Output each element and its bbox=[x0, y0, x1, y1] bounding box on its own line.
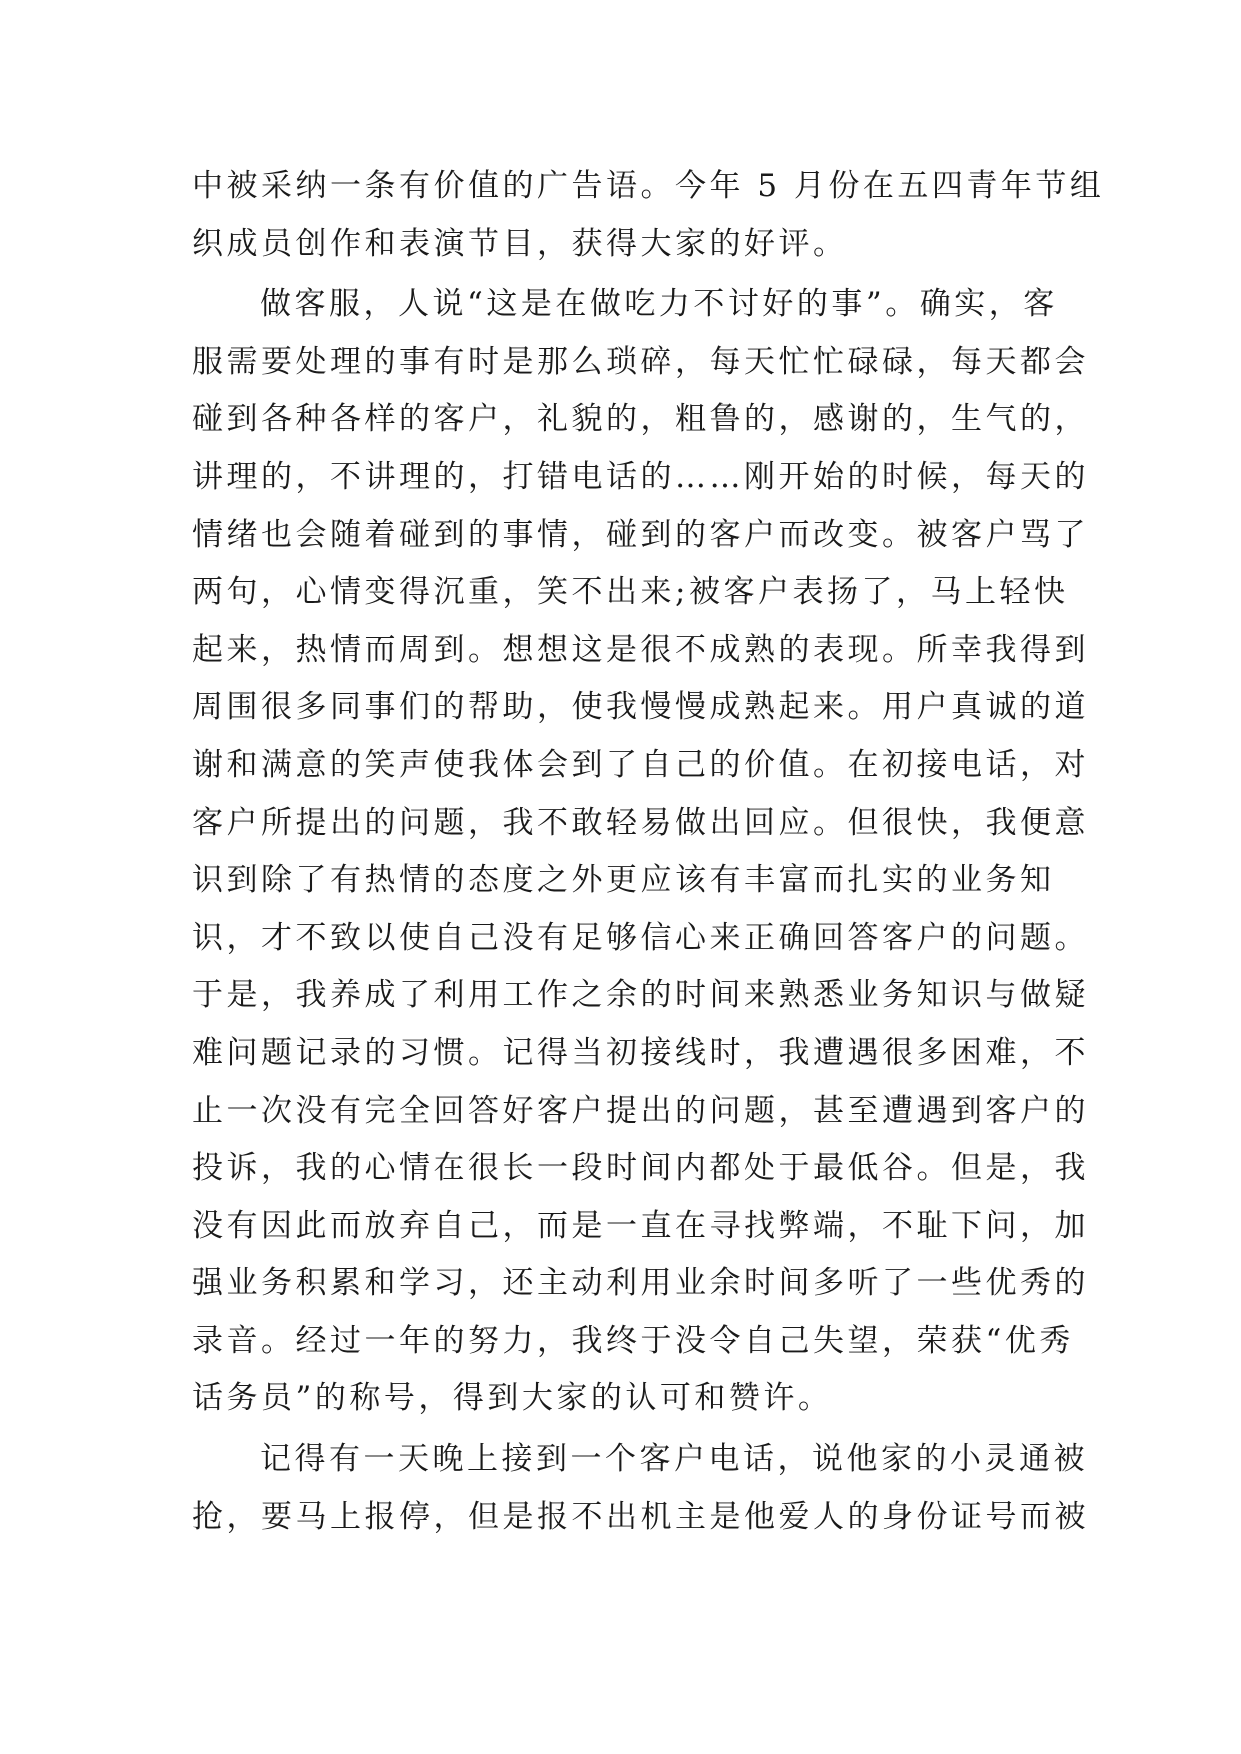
text-line: 识到除了有热情的态度之外更应该有丰富而扎实的业务知 bbox=[192, 862, 1055, 899]
text-line: 周围很多同事们的帮助，使我慢慢成熟起来。用户真诚的道 bbox=[192, 689, 1089, 726]
paragraph-first-line: 做客服，人说“这是在做吃力不讨好的事”。确实，客 bbox=[260, 286, 1058, 323]
text-line: 难问题记录的习惯。记得当初接线时，我遭遇很多困难，不 bbox=[192, 1034, 1089, 1071]
text-line: 强业务积累和学习，还主动利用业余时间多听了一些优秀的 bbox=[192, 1265, 1089, 1302]
text-line: 录音。经过一年的努力，我终于没令自己失望，荣获“优秀 bbox=[192, 1322, 1074, 1359]
text-line: 于是，我养成了利用工作之余的时间来熟悉业务知识与做疑 bbox=[192, 977, 1089, 1014]
text-line: 话务员”的称号，得到大家的认可和赞许。 bbox=[192, 1380, 833, 1417]
text-line: 客户所提出的问题，我不敢轻易做出回应。但很快，我便意 bbox=[192, 804, 1089, 841]
text-line: 没有因此而放弃自己，而是一直在寻找弊端，不耻下问，加 bbox=[192, 1207, 1089, 1244]
text-line: 识，才不致以使自己没有足够信心来正确回答客户的问题。 bbox=[192, 919, 1089, 956]
text-line: 讲理的，不讲理的，打错电话的……刚开始的时候，每天的 bbox=[192, 458, 1089, 495]
text-line: 两句，心情变得沉重，笑不出来;被客户表扬了，马上轻快 bbox=[192, 574, 1069, 611]
paragraph-first-line: 记得有一天晚上接到一个客户电话，说他家的小灵通被 bbox=[260, 1441, 1088, 1478]
text-line: 投诉，我的心情在很长一段时间内都处于最低谷。但是，我 bbox=[192, 1150, 1089, 1187]
text-line: 谢和满意的笑声使我体会到了自己的价值。在初接电话，对 bbox=[192, 746, 1089, 783]
text-line: 起来，热情而周到。想想这是很不成熟的表现。所幸我得到 bbox=[192, 631, 1089, 668]
text-line: 抢，要马上报停，但是报不出机主是他爱人的身份证号而被 bbox=[192, 1498, 1089, 1535]
text-line: 情绪也会随着碰到的事情，碰到的客户而改变。被客户骂了 bbox=[192, 516, 1089, 553]
text-line: 织成员创作和表演节目，获得大家的好评。 bbox=[192, 225, 848, 262]
text-line: 服需要处理的事有时是那么琐碎，每天忙忙碌碌，每天都会 bbox=[192, 343, 1089, 380]
text-line: 止一次没有完全回答好客户提出的问题，甚至遭遇到客户的 bbox=[192, 1092, 1089, 1129]
text-line: 中被采纳一条有价值的广告语。今年 5 月份在五四青年节组 bbox=[192, 168, 1105, 204]
body-text bbox=[192, 158, 1105, 1546]
text-line: 碰到各种各样的客户，礼貌的，粗鲁的，感谢的，生气的， bbox=[192, 401, 1089, 438]
